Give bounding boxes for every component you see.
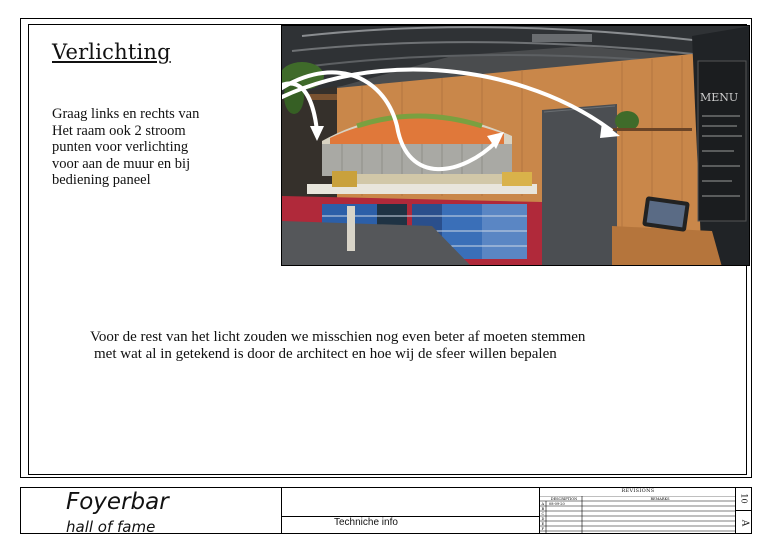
bar-render-image [281, 25, 750, 266]
page-title: Verlichting [52, 40, 171, 64]
title-block [20, 487, 768, 535]
menu-board-text: MENU [700, 91, 739, 104]
rev-row-num: D [541, 517, 545, 521]
rev-row-num: B [541, 507, 545, 511]
remark-line: Voor de rest van het licht zouden we misschien nog even beter af moeten stemmen [90, 329, 586, 345]
rev-row-num: F [541, 527, 544, 531]
remark-line: met wat al in getekend is door de architect en hoe wij de sfeer willen bepalen [94, 346, 557, 362]
note-line: voor aan de muur en bij [52, 155, 191, 172]
revisions-table [540, 487, 736, 534]
lighting-note [52, 106, 252, 189]
rev-header-remarks: REMARKS [650, 497, 670, 501]
revision-letter-cell [736, 511, 752, 534]
divider [282, 516, 540, 517]
sheet-number-cell [736, 487, 752, 511]
lighting-remarks [90, 329, 585, 363]
rev-row-description: 08-09-20 [549, 502, 565, 506]
revisions-title: REVISIONS [621, 488, 655, 494]
sheet-description-cell [282, 487, 540, 534]
sheet-description: Techniche info [334, 517, 398, 528]
note-line: punten voor verlichting [52, 139, 189, 155]
sheet-info [736, 487, 752, 534]
revisions-grid [540, 496, 736, 534]
project-subtitle: hall of fame [66, 518, 156, 536]
revision-letter: A [739, 519, 749, 526]
note-line: Het raam ook 2 stroom [52, 122, 186, 139]
project-name: Foyerbar [66, 489, 169, 515]
rev-header-description: DESCRIPTION [550, 497, 578, 501]
project-cell [20, 487, 282, 534]
sheet-number: 10 [739, 493, 749, 504]
rev-row-num: E [541, 522, 545, 526]
rev-row-num: A [541, 502, 545, 506]
rev-row-num: C [541, 512, 545, 516]
note-line: bediening paneel [52, 172, 151, 188]
note-line: Graag links en rechts van [52, 106, 200, 122]
